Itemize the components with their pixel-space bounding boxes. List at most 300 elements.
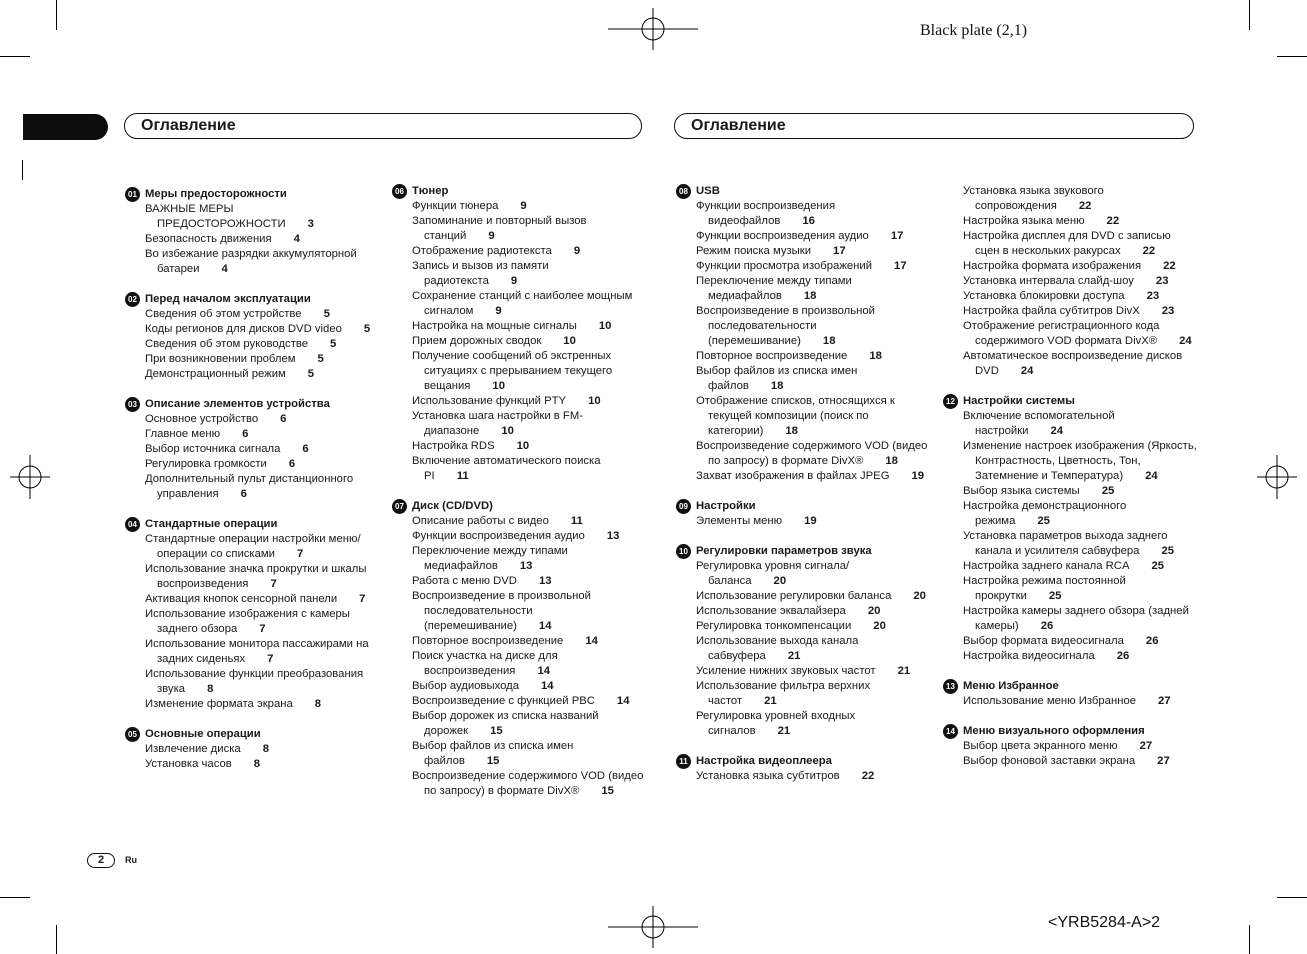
toc-entry-title: Основное устройство	[145, 413, 259, 425]
toc-entry[interactable]	[412, 589, 644, 634]
toc-entry-page: 9	[573, 245, 581, 257]
toc-entry-title: Выбор файлов из списка имен файлов	[696, 365, 858, 392]
toc-entry[interactable]	[696, 274, 928, 304]
toc-entry-title: Включение автоматического поиска PI	[412, 455, 601, 482]
section-title: Меню Избранное	[963, 680, 1059, 692]
toc-entry-title: Отображение списков, относящихся к текущей композиции (поиск по категории)	[696, 395, 895, 437]
toc-section	[946, 679, 1198, 709]
section-title: Диск (CD/DVD)	[412, 500, 493, 512]
toc-entry-page: 27	[1158, 695, 1171, 707]
toc-entry-title: Сведения об этом устройстве	[145, 308, 302, 320]
toc-entry[interactable]	[696, 514, 928, 529]
toc-section	[128, 292, 380, 382]
toc-entry-page: 5	[307, 368, 315, 380]
toc-entry-title: Воспроизведение содержимого VOD (видео по запросу) в формате DivX®	[696, 440, 928, 467]
toc-entry-page: 10	[501, 425, 514, 437]
toc-entry-page: 14	[616, 695, 630, 707]
toc-entry[interactable]	[696, 589, 928, 604]
toc-entry-page: 9	[510, 275, 518, 287]
toc-entry-title: Выбор дорожек из списка названий дорожек	[412, 710, 599, 737]
toc-entry-page: 13	[606, 530, 620, 542]
toc-entry-page: 14	[537, 665, 551, 677]
document-code: <YRB5284-A>2	[1048, 914, 1161, 931]
toc-entry-page: 25	[1048, 590, 1062, 602]
toc-entry-page: 24	[1179, 335, 1192, 347]
toc-entry-page: 4	[221, 263, 228, 275]
toc-entry-page: 6	[242, 428, 249, 440]
section-number-badge: 12	[943, 394, 958, 409]
toc-entry[interactable]	[696, 439, 928, 469]
toc-entry-page: 17	[894, 260, 907, 272]
toc-entry[interactable]	[145, 232, 380, 247]
toc-entry-page: 10	[516, 440, 530, 452]
toc-entry[interactable]	[145, 412, 380, 427]
toc-entry[interactable]	[963, 634, 1198, 649]
section-title: Регулировки параметров звука	[696, 545, 872, 557]
toc-entry[interactable]	[696, 364, 928, 394]
toc-entry-page: 21	[777, 725, 791, 737]
toc-entry-title: Запись и вызов из памяти радиотекста	[412, 260, 549, 287]
toc-entry-page: 21	[787, 650, 801, 662]
toc-entry-title: Режим поиска музыки	[696, 245, 812, 257]
toc-entry-title: Использование фильтра верхних частот	[696, 680, 871, 707]
toc-section	[679, 544, 928, 739]
toc-entry[interactable]	[963, 289, 1198, 304]
toc-entry-page: 9	[495, 305, 502, 317]
section-number-badge: 09	[676, 499, 691, 514]
section-number-badge: 14	[943, 724, 958, 739]
toc-entry[interactable]	[412, 574, 644, 589]
toc-entry-page: 19	[804, 515, 817, 527]
toc-entry-page: 10	[588, 395, 601, 407]
toc-section	[963, 184, 1198, 379]
toc-entry-title: Установка часов	[145, 758, 232, 770]
toc-entry-title: Функции просмотра изображений	[696, 260, 873, 272]
toc-entry[interactable]	[696, 244, 928, 259]
toc-entry-title: Запоминание и повторный вызов станций	[412, 215, 587, 242]
toc-entry-page: 11	[456, 470, 469, 482]
toc-entry-title: Активация кнопок сенсорной панели	[145, 593, 338, 605]
toc-entry[interactable]	[145, 742, 380, 757]
toc-entry[interactable]	[963, 604, 1198, 634]
toc-entry-title: Сохранение станций с наиболее мощным сигналом	[412, 290, 633, 317]
crop-mark	[0, 897, 30, 898]
crop-mark	[1277, 897, 1307, 898]
toc-entry-page: 22	[1106, 215, 1120, 227]
toc-entry-title: Воспроизведение в произвольной последовательности (перемешивание)	[412, 590, 591, 632]
toc-entry-page: 7	[270, 578, 277, 590]
section-title: Меню визуального оформления	[963, 725, 1145, 737]
toc-entry[interactable]	[412, 259, 644, 289]
toc-entry-title: Настройка RDS	[412, 440, 495, 452]
toc-entry[interactable]	[412, 199, 644, 214]
toc-entry-page: 10	[492, 380, 505, 392]
toc-entry-title: Захват изображения в файлах JPEG	[696, 470, 890, 482]
toc-entry[interactable]	[963, 229, 1198, 259]
toc-entry-title: Установка языка субтитров	[696, 770, 840, 782]
toc-section	[128, 727, 380, 772]
toc-entry-page: 6	[302, 443, 309, 455]
toc-entry-title: Во избежание разрядки аккумуляторной батареи	[145, 248, 357, 275]
toc-entry-page: 3	[307, 218, 314, 230]
toc-entry-page: 15	[490, 725, 503, 737]
toc-entry-title: Настройка на мощные сигналы	[412, 320, 577, 332]
toc-entry[interactable]	[963, 274, 1198, 289]
toc-section	[395, 499, 644, 799]
toc-entry-page: 9	[488, 230, 495, 242]
toc-entry[interactable]	[412, 409, 644, 439]
toc-entry-title: Элементы меню	[696, 515, 783, 527]
toc-entry-title: При возникновении проблем	[145, 353, 296, 365]
section-heading	[676, 544, 908, 559]
toc-entry[interactable]	[145, 202, 380, 232]
toc-entry-title: Регулировка громкости	[145, 458, 267, 470]
section-title: Перед началом эксплуатации	[145, 293, 311, 305]
toc-entry-title: Настройка дисплея для DVD с записью сцен в нескольких ракурсах	[963, 230, 1171, 257]
toc-entry[interactable]	[963, 529, 1198, 559]
toc-entry[interactable]	[963, 499, 1198, 529]
toc-entry-page: 18	[803, 290, 817, 302]
section-title: Описание элементов устройства	[145, 398, 330, 410]
toc-entry[interactable]	[696, 469, 928, 484]
toc-entry-title: Повторное воспроизведение	[696, 350, 848, 362]
toc-entry[interactable]	[696, 604, 928, 619]
toc-entry[interactable]	[963, 649, 1198, 664]
toc-section	[946, 724, 1198, 769]
section-number-badge: 11	[676, 754, 691, 769]
toc-entry-page: 4	[293, 233, 300, 245]
toc-entry[interactable]	[145, 307, 380, 322]
toc-entry-page: 14	[585, 635, 598, 647]
toc-entry[interactable]	[963, 214, 1198, 229]
toc-entry[interactable]	[145, 427, 380, 442]
toc-entry[interactable]	[412, 439, 644, 454]
toc-entry[interactable]	[412, 334, 644, 349]
toc-entry[interactable]	[145, 457, 380, 472]
toc-entry[interactable]	[696, 769, 928, 784]
toc-entry-title: Воспроизведение содержимого VOD (видео по запросу) в формате DivX®	[412, 770, 644, 797]
toc-entry-page: 25	[1101, 485, 1115, 497]
section-heading	[125, 187, 360, 202]
toc-entry-page: 23	[1146, 290, 1160, 302]
toc-entry-title: Установка языка звукового сопровождения	[963, 185, 1104, 212]
toc-entry-page: 26	[1116, 650, 1130, 662]
toc-entry[interactable]	[145, 607, 380, 637]
toc-entry[interactable]	[963, 409, 1198, 439]
toc-entry[interactable]	[145, 322, 380, 337]
toc-entry-page: 8	[207, 683, 214, 695]
toc-entry-page: 26	[1040, 620, 1054, 632]
section-heading	[125, 292, 360, 307]
header-title-right: Оглавление	[674, 113, 1194, 139]
toc-entry[interactable]	[696, 559, 928, 589]
toc-entry-title: Установка блокировки доступа	[963, 290, 1125, 302]
toc-entry[interactable]	[963, 349, 1198, 379]
toc-entry-title: Сведения об этом руководстве	[145, 338, 309, 350]
section-heading	[125, 517, 360, 532]
toc-entry-title: Функции воспроизведения аудио	[696, 230, 869, 242]
registration-mark-left-icon	[10, 455, 50, 499]
toc-entry-title: Установка интервала слайд-шоу	[963, 275, 1134, 287]
toc-entry-title: Выбор языка системы	[963, 485, 1080, 497]
section-heading	[676, 754, 908, 769]
section-number-badge: 01	[125, 187, 140, 202]
toc-entry-page: 17	[890, 230, 904, 242]
toc-entry-page: 25	[1037, 515, 1050, 527]
toc-entry-page: 19	[911, 470, 925, 482]
toc-entry-page: 20	[913, 590, 926, 602]
toc-entry[interactable]	[963, 739, 1198, 754]
crop-mark	[56, 925, 57, 954]
toc-entry-page: 8	[262, 743, 270, 755]
toc-column-4	[946, 184, 1198, 784]
toc-entry-page: 5	[323, 308, 330, 320]
toc-entry-page: 18	[869, 350, 882, 362]
toc-entry-page: 23	[1155, 275, 1169, 287]
section-tab-bar	[23, 114, 108, 140]
section-heading	[676, 184, 908, 199]
registration-mark-top-icon	[608, 8, 698, 50]
toc-entry-title: Использование выхода канала сабвуфера	[696, 635, 859, 662]
toc-section	[679, 499, 928, 529]
toc-entry-title: Описание работы с видео	[412, 515, 549, 527]
toc-entry[interactable]	[145, 472, 380, 502]
toc-entry[interactable]	[145, 442, 380, 457]
toc-entry[interactable]	[963, 304, 1198, 319]
toc-entry-page: 15	[486, 755, 500, 767]
toc-entry-title: Автоматическое воспроизведение дисков DVD	[963, 350, 1183, 377]
toc-entry[interactable]	[145, 637, 380, 667]
section-heading	[392, 499, 624, 514]
section-heading	[943, 394, 1178, 409]
toc-entry[interactable]	[696, 679, 928, 709]
toc-entry-title: Дополнительный пульт дистанционного управления	[145, 473, 354, 500]
toc-entry-page: 18	[885, 455, 898, 467]
toc-entry[interactable]	[412, 514, 644, 529]
toc-entry[interactable]	[145, 367, 380, 382]
toc-entry-title: Демонстрационный режим	[145, 368, 286, 380]
toc-entry[interactable]	[696, 349, 928, 364]
toc-entry[interactable]	[412, 649, 644, 679]
toc-entry[interactable]	[963, 574, 1198, 604]
toc-entry-page: 6	[288, 458, 296, 470]
toc-entry-title: Использование эквалайзера	[696, 605, 846, 617]
section-title: Стандартные операции	[145, 518, 278, 530]
section-number-badge: 03	[125, 397, 140, 412]
toc-entry-page: 21	[764, 695, 777, 707]
section-number-badge: 07	[392, 499, 407, 514]
toc-entry[interactable]	[412, 244, 644, 259]
toc-entry-title: Выбор фоновой заставки экрана	[963, 755, 1136, 767]
toc-entry[interactable]	[963, 559, 1198, 574]
toc-entry-title: Выбор файлов из списка имен файлов	[412, 740, 574, 767]
toc-entry-page: 18	[785, 425, 798, 437]
toc-entry[interactable]	[412, 214, 644, 244]
toc-entry[interactable]	[412, 769, 644, 799]
toc-column-2	[395, 184, 644, 814]
toc-entry-page: 22	[1078, 200, 1092, 212]
toc-entry-page: 14	[538, 620, 552, 632]
toc-entry-page: 26	[1145, 635, 1159, 647]
toc-entry-title: Настройка демонстрационного режима	[963, 500, 1127, 527]
toc-entry[interactable]	[412, 694, 644, 709]
section-heading	[943, 724, 1178, 739]
toc-entry-title: Функции тюнера	[412, 200, 499, 212]
toc-entry-title: Выбор формата видеосигнала	[963, 635, 1124, 647]
toc-entry-page: 7	[267, 653, 274, 665]
registration-mark-bottom-icon	[608, 906, 698, 948]
toc-entry-title: Стандартные операции настройки меню/ операции со списками	[145, 533, 361, 560]
toc-entry[interactable]	[696, 199, 928, 229]
toc-entry[interactable]	[963, 754, 1198, 769]
toc-entry[interactable]	[412, 634, 644, 649]
toc-entry-title: Настройка формата изображения	[963, 260, 1142, 272]
toc-entry-title: Использование регулировки баланса	[696, 590, 892, 602]
section-heading	[943, 679, 1178, 694]
toc-entry-page: 7	[359, 593, 366, 605]
toc-entry-title: Регулировка уровня сигнала/ баланса	[696, 560, 850, 587]
toc-entry[interactable]	[412, 454, 644, 484]
toc-entry[interactable]	[696, 304, 928, 349]
toc-entry[interactable]	[412, 289, 644, 319]
toc-entry-title: Использование меню Избранное	[963, 695, 1137, 707]
toc-column-1	[128, 187, 380, 787]
page-number: 2	[87, 853, 115, 868]
toc-entry[interactable]	[145, 592, 380, 607]
toc-entry-title: Отображение радиотекста	[412, 245, 552, 257]
toc-entry[interactable]	[963, 259, 1198, 274]
toc-entry[interactable]	[412, 394, 644, 409]
toc-entry-page: 20	[867, 605, 881, 617]
header-title-left: Оглавление	[124, 113, 642, 139]
toc-entry[interactable]	[145, 247, 380, 277]
crop-mark	[1249, 925, 1250, 954]
toc-entry[interactable]	[412, 709, 644, 739]
toc-entry-title: Получение сообщений об экстренных ситуациях с прерыванием текущего вещания	[412, 350, 613, 392]
toc-entry[interactable]	[696, 229, 928, 244]
toc-entry-title: Выбор цвета экранного меню	[963, 740, 1118, 752]
crop-mark	[22, 160, 23, 180]
toc-entry[interactable]	[412, 739, 644, 769]
toc-entry-page: 13	[519, 560, 533, 572]
toc-entry[interactable]	[696, 259, 928, 274]
toc-entry-title: Использование изображения с камеры заднего обзора	[145, 608, 350, 635]
toc-entry-title: Настройка файла субтитров DivX	[963, 305, 1140, 317]
toc-entry-title: Усиление нижних звуковых частот	[696, 665, 876, 677]
toc-section	[128, 517, 380, 712]
toc-entry-page: 27	[1139, 740, 1153, 752]
section-heading	[676, 499, 908, 514]
toc-section	[128, 187, 380, 277]
toc-entry[interactable]	[412, 529, 644, 544]
section-heading	[125, 727, 360, 742]
toc-entry-page: 18	[770, 380, 784, 392]
toc-entry[interactable]	[145, 352, 380, 367]
toc-entry-title: Функции воспроизведения видеофайлов	[696, 200, 836, 227]
crop-mark	[0, 56, 30, 57]
toc-entry-title: Использование функции преобразования звука	[145, 668, 364, 695]
toc-entry-title: Воспроизведение в произвольной последовательности (перемешивание)	[696, 305, 875, 347]
registration-mark-right-icon	[1257, 455, 1297, 499]
crop-mark	[1277, 56, 1307, 57]
toc-entry[interactable]	[963, 484, 1198, 499]
toc-entry-page: 5	[330, 338, 337, 350]
toc-entry[interactable]	[412, 679, 644, 694]
toc-entry[interactable]	[963, 694, 1198, 709]
toc-section	[946, 394, 1198, 664]
section-heading	[125, 397, 360, 412]
toc-entry-page: 18	[822, 335, 836, 347]
toc-entry-title: Главное меню	[145, 428, 221, 440]
toc-entry-title: Настройка видеосигнала	[963, 650, 1095, 662]
toc-entry[interactable]	[412, 319, 644, 334]
toc-entry-title: Установка шага настройки в FM-диапазоне	[412, 410, 583, 437]
toc-entry-title: Воспроизведение с функцией PBC	[412, 695, 595, 707]
toc-entry[interactable]	[696, 664, 928, 679]
toc-entry-title: Изменение настроек изображения (Яркость, Контрастность, Цветность, Тон, Затемнение и Температура)	[963, 440, 1197, 482]
toc-entry[interactable]	[696, 394, 928, 439]
section-title: Настройки	[696, 500, 756, 512]
toc-entry-title: Выбор источника сигнала	[145, 443, 281, 455]
toc-entry-page: 10	[563, 335, 576, 347]
toc-entry[interactable]	[145, 697, 380, 712]
toc-entry[interactable]	[696, 709, 928, 739]
toc-entry[interactable]	[145, 667, 380, 697]
toc-entry-title: Включение вспомогательной настройки	[963, 410, 1115, 437]
toc-entry-page: 25	[1151, 560, 1165, 572]
section-number-badge: 05	[125, 727, 140, 742]
toc-entry[interactable]	[963, 319, 1198, 349]
toc-entry[interactable]	[963, 439, 1198, 484]
toc-entry[interactable]	[412, 349, 644, 394]
toc-entry-title: Использование значка прокрутки и шкалы воспроизведения	[145, 563, 367, 590]
toc-entry-page: 15	[601, 785, 614, 797]
section-number-badge: 10	[676, 544, 691, 559]
toc-entry-title: Установка параметров выхода заднего канала и усилителя сабвуфера	[963, 530, 1168, 557]
section-title: Меры предосторожности	[145, 188, 287, 200]
toc-entry-page: 8	[253, 758, 261, 770]
toc-entry[interactable]	[145, 757, 380, 772]
section-number-badge: 04	[125, 517, 140, 532]
crop-mark	[56, 0, 57, 30]
toc-entry-page: 24	[1145, 470, 1158, 482]
toc-entry[interactable]	[696, 634, 928, 664]
toc-entry-title: Переключение между типами медиафайлов	[696, 275, 852, 302]
section-number-badge: 08	[676, 184, 691, 199]
toc-entry-page: 14	[541, 680, 554, 692]
toc-entry-page: 21	[897, 665, 911, 677]
toc-entry[interactable]	[145, 532, 380, 562]
toc-entry[interactable]	[145, 562, 380, 592]
toc-entry[interactable]	[963, 184, 1198, 214]
toc-entry[interactable]	[696, 619, 928, 634]
toc-entry-title: Использование монитора пассажирами на задних сиденьях	[145, 638, 369, 665]
toc-column-3	[679, 184, 928, 799]
toc-section	[679, 184, 928, 484]
toc-entry-page: 7	[259, 623, 266, 635]
toc-entry-title: Настройка языка меню	[963, 215, 1085, 227]
toc-entry[interactable]	[145, 337, 380, 352]
toc-entry-title: Переключение между типами медиафайлов	[412, 545, 568, 572]
section-title: USB	[696, 185, 720, 197]
section-title: Настройки системы	[963, 395, 1075, 407]
toc-entry-title: Регулировка тонкомпенсации	[696, 620, 852, 632]
toc-entry-page: 23	[1161, 305, 1175, 317]
section-title: Настройка видеоплеера	[696, 755, 832, 767]
plate-label: Black plate (2,1)	[920, 22, 1028, 39]
toc-entry-title: Отображение регистрационного кода содержимого VOD формата DivX®	[963, 320, 1160, 347]
toc-entry[interactable]	[412, 544, 644, 574]
